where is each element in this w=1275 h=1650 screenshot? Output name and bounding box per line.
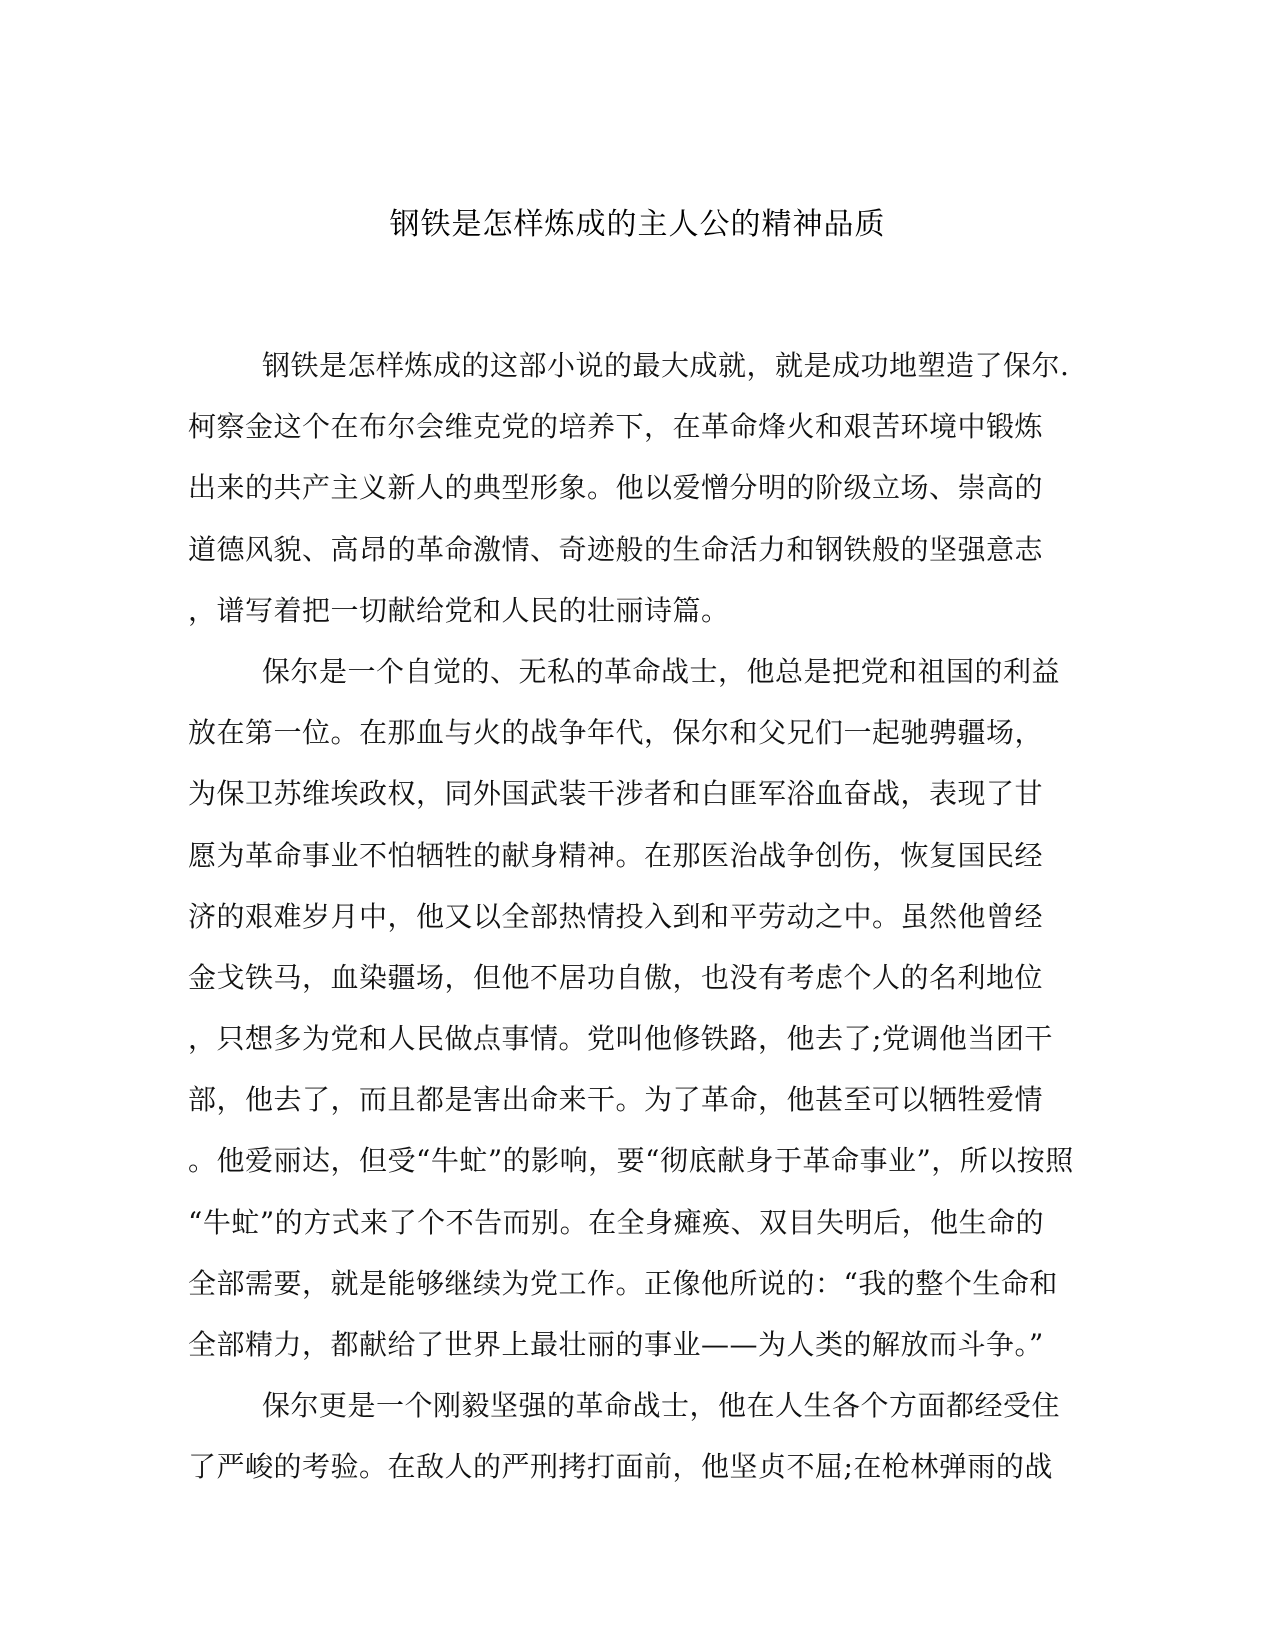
paragraph-1 xyxy=(188,335,1078,641)
text-line: ，谱写着把一切献给党和人民的壮丽诗篇。 xyxy=(188,593,730,627)
text-line: 出来的共产主义新人的典型形象。他以爱憎分明的阶级立场、崇高的 xyxy=(188,471,1044,505)
text-line: 放在第一位。在那血与火的战争年代，保尔和父兄们一起驰骋疆场， xyxy=(188,716,1044,750)
document-title: 钢铁是怎样炼成的主人公的精神品质 xyxy=(389,207,886,242)
text-line: 济的艰难岁月中，他又以全部热情投入到和平劳动之中。虽然他曾经 xyxy=(188,899,1044,933)
text-line: 。他爱丽达，但受“牛虻”的影响，要“彻底献身于革命事业”，所以按照 xyxy=(188,1144,1074,1178)
text-line: 部，他去了，而且都是害出命来干。为了革命，他甚至可以牺牲爱情 xyxy=(188,1083,1044,1117)
text-line: 了严峻的考验。在敌人的严刑拷打面前，他坚贞不屈;在枪林弹雨的战 xyxy=(188,1450,1053,1484)
text-line: “牛虻”的方式来了个不告而别。在全身瘫痪、双目失明后，他生命的 xyxy=(188,1205,1045,1239)
paragraph-2 xyxy=(188,641,1078,1375)
text-line: 保尔更是一个刚毅坚强的革命战士，他在人生各个方面都经受住 xyxy=(262,1389,1061,1423)
text-line: 金戈铁马，血染疆场，但他不居功自傲，也没有考虑个人的名利地位 xyxy=(188,960,1044,994)
text-line: ，只想多为党和人民做点事情。党叫他修铁路，他去了;党调他当团干 xyxy=(188,1022,1053,1056)
text-line: 为保卫苏维埃政权，同外国武装干涉者和白匪军浴血奋战，表现了甘 xyxy=(188,777,1044,811)
text-line: 保尔是一个自觉的、无私的革命战士，他总是把党和祖国的利益 xyxy=(262,654,1061,688)
text-line: 钢铁是怎样炼成的这部小说的最大成就，就是成功地塑造了保尔. xyxy=(262,349,1070,382)
text-line: 愿为革命事业不怕牺牲的献身精神。在那医治战争创伤，恢复国民经 xyxy=(188,838,1044,872)
document-body xyxy=(188,335,1078,1498)
text-line: 道德风貌、高昂的革命激情、奇迹般的生命活力和钢铁般的坚强意志 xyxy=(188,532,1044,566)
paragraph-3 xyxy=(188,1375,1078,1497)
text-line: 全部精力，都献给了世界上最壮丽的事业——为人类的解放而斗争。” xyxy=(188,1328,1044,1361)
text-line: 全部需要，就是能够继续为党工作。正像他所说的：“我的整个生命和 xyxy=(188,1266,1058,1300)
text-line: 柯察金这个在布尔会维克党的培养下，在革命烽火和艰苦环境中锻炼 xyxy=(188,410,1044,444)
